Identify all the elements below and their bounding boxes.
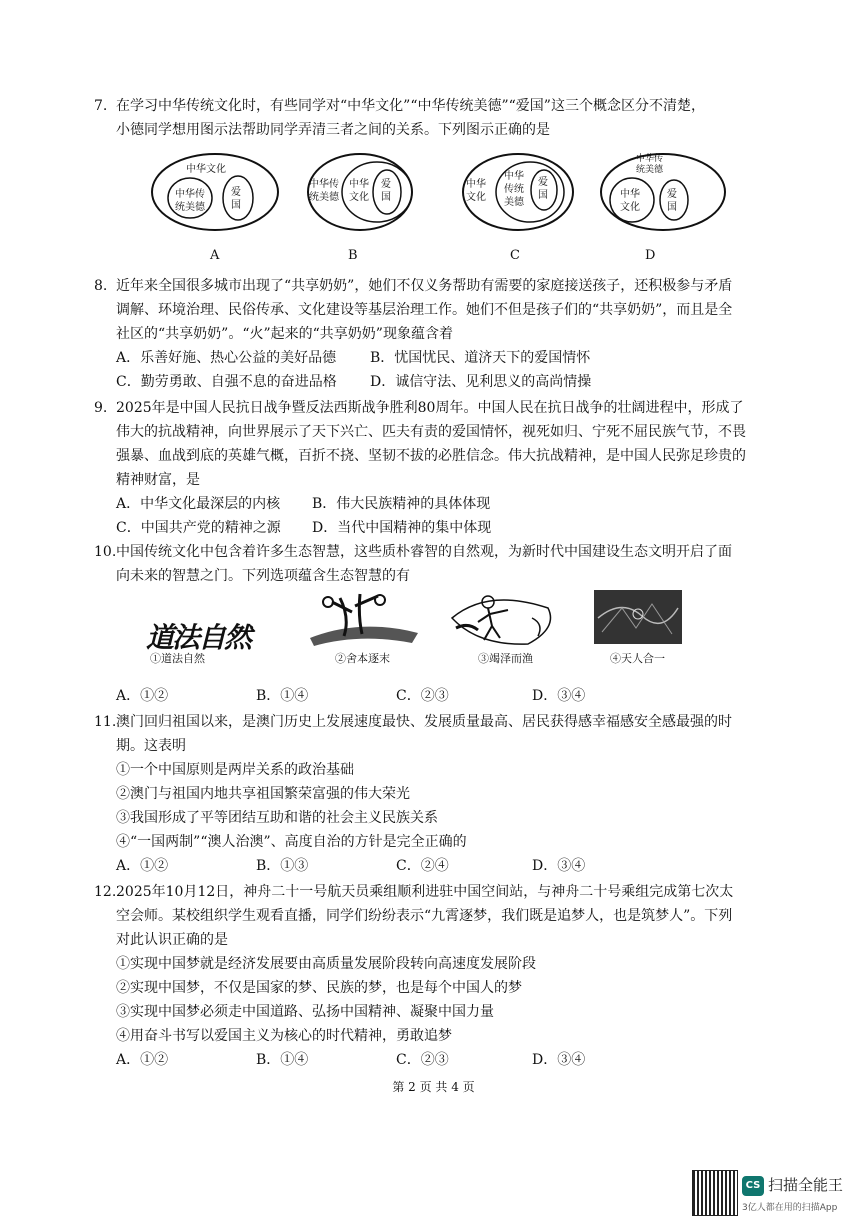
options-row [116,1048,776,1072]
diagram-label-d: D [645,248,656,263]
option-d: D．③④ [532,858,586,874]
question-text-line: 对此认识正确的是 [116,932,228,948]
diagram-d [598,152,728,232]
question-10 [94,540,776,588]
question-text-line: 伟大的抗战精神，向世界展示了天下兴亡、匹夫有责的爱国情怀，视死如归、宁死不屈民族气节，不畏 [116,424,746,440]
question-text-line: 中国传统文化中包含着许多生态智慧，这些质朴睿智的自然观，为新时代中国建设生态文明开启了面 [116,544,732,560]
scanner-tagline: 3亿人都在用的扫描App [742,1203,838,1213]
diagram-outer-label: 中华传统美德 [636,154,664,175]
option-a: A．乐善好施、热心公益的美好品德 [116,350,337,366]
option-b: B．①④ [256,688,309,704]
options-row [116,684,776,708]
question-text-line: 调解、环境治理、民俗传承、文化建设等基层治理工作。她们不但是孩子们的“共享奶奶”，而且是全 [116,302,733,318]
question-text-line: 2025年10月12日，神舟二十一号航天员乘组顺利进驻中国空间站，与神舟二十号乘组完成第七次太 [116,884,734,900]
picture-caption: ②舍本逐末 [335,652,390,665]
page-footer: 第 2 页 共 4 页 [392,1080,475,1094]
diagram-inner-label: 爱国 [231,187,241,211]
question-text-line: 近年来全国很多城市出现了“共享奶奶”，她们不仅义务帮助有需要的家庭接送孩子，还积极参与矛盾 [116,278,733,294]
question-text-line: 在学习中华传统文化时，有些同学对“中华文化”“中华传统美德”“爱国”这三个概念区分不清楚， [116,98,705,114]
question-text-line: 空会师。某校组织学生观看直播，同学们纷纷表示“九霄逐梦，我们既是追梦人，也是筑梦人”。下列 [116,908,733,924]
scanner-watermark [692,1168,852,1218]
option-d: D．当代中国精神的集中体现 [312,520,492,536]
option-c: C．勤劳勇敢、自强不息的奋进品格 [116,374,337,390]
statement: ③实现中国梦必须走中国道路、弘扬中国精神、凝聚中国力量 [116,1004,494,1020]
option-c: C．②③ [396,688,449,704]
diagram-inner-label: 中华传统美德 [175,189,205,213]
qr-code-icon [692,1170,738,1216]
statement: ④用奋斗书写以爱国主义为核心的时代精神，勇敢追梦 [116,1028,452,1044]
options-row [116,346,776,370]
diagram-inner-label: 爱国 [538,177,548,201]
question-number: 12. [94,884,117,900]
diagram-c [458,152,588,232]
diagram-outer-label: 中华文化 [466,179,486,203]
question-number: 8. [94,278,108,294]
statement: ①实现中国梦就是经济发展要由高质量发展阶段转向高速度发展阶段 [116,956,536,972]
statement: ②实现中国梦，不仅是国家的梦、民族的梦，也是每个中国人的梦 [116,980,522,996]
question-10-options [116,684,776,708]
diagram-outer-label: 中华文化 [186,164,226,175]
camscanner-logo-icon: CS [742,1176,764,1196]
option-b: B．①③ [256,858,309,874]
question-text-line: 2025年是中国人民抗日战争暨反法西斯战争胜利80周年。中国人民在抗日战争的壮阔进程中，形成了 [116,400,744,416]
scanner-brand: 扫描全能王 [768,1176,844,1194]
question-text-line: 社区的“共享奶奶”。“火”起来的“共享奶奶”现象蕴含着 [116,326,453,342]
diagram-label-b: B [348,248,358,263]
option-a: A．中华文化最深层的内核 [116,496,281,512]
options-row [116,854,776,878]
options-row [116,516,776,540]
picture-caption: ①道法自然 [150,652,205,665]
diagram-label-a: A [210,248,220,263]
diagram-a [150,152,280,232]
question-text-line: 期。这表明 [116,738,186,754]
options-row [116,370,776,394]
question-number: 10. [94,544,117,560]
option-c: C．②③ [396,1052,449,1068]
question-text-line: 强暴、血战到底的英雄气概，百折不挠、坚韧不拔的必胜信念。伟大抗战精神，是中国人民弥足珍贵的 [116,448,746,464]
question-text-line: 小德同学想用图示法帮助同学弄清三者之间的关系。下列图示正确的是 [116,122,550,138]
statement: ①一个中国原则是两岸关系的政治基础 [116,762,354,778]
diagram-b [305,152,435,232]
option-b: B．忧国忧民、道济天下的爱国情怀 [370,350,591,366]
diagram-label-c: C [510,248,520,263]
question-text-line: 澳门回归祖国以来，是澳门历史上发展速度最快、发展质量最高、居民获得感幸福感安全感最强的时 [116,714,732,730]
option-b: B．①④ [256,1052,309,1068]
statement: ③我国形成了平等团结互助和谐的社会主义民族关系 [116,810,438,826]
picture-caption: ④天人合一 [610,652,665,665]
statement: ②澳门与祖国内地共享祖国繁荣富强的伟大荣光 [116,786,410,802]
question-8 [94,274,776,394]
option-a: A．①② [116,858,169,874]
question-9 [94,396,776,540]
option-c: C．中国共产党的精神之源 [116,520,281,536]
option-b: B．伟大民族精神的具体体现 [312,496,491,512]
question-number: 9. [94,400,108,416]
option-a: A．①② [116,688,169,704]
question-7 [94,94,776,142]
options-row [116,492,776,516]
diagram-outer-label: 中华传统美德 [309,179,339,203]
option-c: C．②④ [396,858,449,874]
question-text-line: 向未来的智慧之门。下列选项蕴含生态智慧的有 [116,568,410,584]
diagram-inner-label: 爱国 [381,179,391,203]
option-a: A．①② [116,1052,169,1068]
calligraphy-text: 道法自然 [146,621,251,654]
question-text-line: 精神财富，是 [116,472,200,488]
picture-caption: ③竭泽而渔 [478,652,533,665]
question-number: 11. [94,714,117,730]
question-12 [94,880,776,1072]
question-11 [94,710,776,878]
diagram-inner-label: 中华传统美德 [504,171,524,208]
diagram-inner-label: 中华文化 [349,179,369,203]
statement: ④“一国两制”“澳人治澳”、高度自治的方针是完全正确的 [116,834,467,850]
diagram-inner-label: 中华文化 [620,189,640,213]
diagram-inner-label: 爱国 [667,189,677,213]
option-d: D．③④ [532,688,586,704]
question-number: 7. [94,98,108,114]
option-d: D．③④ [532,1052,586,1068]
option-d: D．诚信守法、见利思义的高尚情操 [370,374,592,390]
